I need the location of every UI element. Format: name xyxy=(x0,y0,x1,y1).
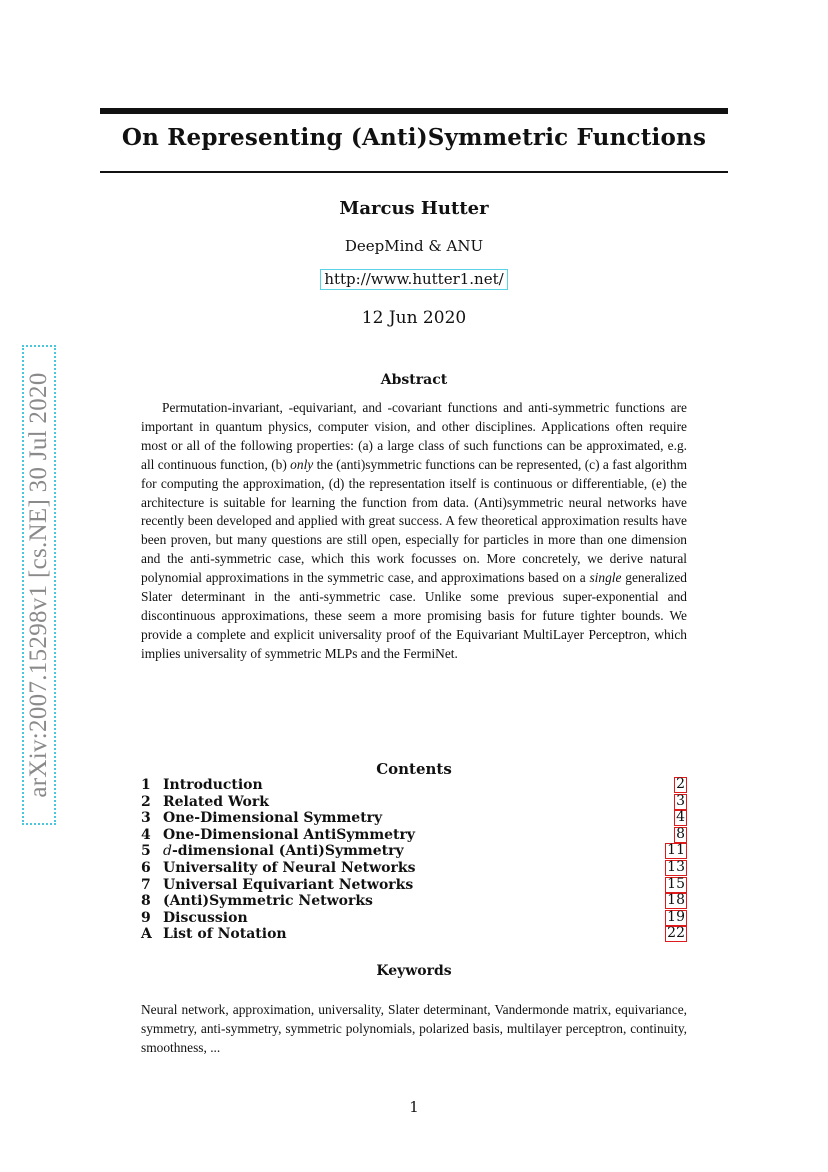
toc-section-title: Discussion xyxy=(163,909,248,926)
toc-section-number: 7 xyxy=(141,876,151,893)
toc-page-link[interactable]: 4 xyxy=(676,809,685,826)
paper-title: On Representing (Anti)Symmetric Functions xyxy=(121,124,707,151)
toc-page-link[interactable]: 2 xyxy=(676,776,685,792)
toc-section-number: 5 xyxy=(141,843,151,860)
toc-entry[interactable] xyxy=(141,877,687,894)
toc-entry[interactable] xyxy=(141,810,687,827)
toc-section-title: (Anti)Symmetric Networks xyxy=(163,893,373,910)
toc-section-title: Introduction xyxy=(163,777,263,793)
toc-page-link[interactable]: 13 xyxy=(667,858,685,875)
toc-section-title: One-Dimensional Symmetry xyxy=(163,810,383,827)
toc-section-title: One-Dimensional AntiSymmetry xyxy=(163,826,416,843)
title-bottom-rule xyxy=(100,171,728,173)
toc-section-number: 1 xyxy=(141,777,151,793)
toc-section-number: 9 xyxy=(141,909,151,926)
toc-section-number: 2 xyxy=(141,793,151,810)
toc-section-number: 8 xyxy=(141,893,151,910)
toc-section-number: 4 xyxy=(141,826,151,843)
toc-page-link[interactable]: 3 xyxy=(676,792,685,809)
toc-page-link[interactable]: 22 xyxy=(667,925,685,942)
title-top-rule xyxy=(100,108,728,114)
toc-page-link[interactable]: 11 xyxy=(667,842,685,859)
toc-section-number: 6 xyxy=(141,859,151,876)
table-of-contents xyxy=(141,777,687,943)
toc-section-title: Related Work xyxy=(163,793,269,810)
arxiv-stamp-text: arXiv:2007.15298v1 [cs.NE] 30 Jul 2020 xyxy=(25,372,52,798)
toc-section-title: Universal Equivariant Networks xyxy=(163,876,414,893)
toc-entry[interactable] xyxy=(141,777,687,794)
toc-entry[interactable] xyxy=(141,926,687,943)
toc-page-link[interactable]: 18 xyxy=(667,892,685,909)
author-url-link[interactable]: http://www.hutter1.net/ xyxy=(320,269,507,290)
keywords-text: Neural network, approximation, universality, Slater determinant, Vandermonde matrix, equivariance, symmetry, anti-symmetry, symmetric polynomials, polarized basis, multilayer perceptron, continuity, smoothness, ... xyxy=(141,1002,687,1055)
author-name: Marcus Hutter xyxy=(339,198,489,219)
affiliation: DeepMind & ANU xyxy=(344,237,484,255)
toc-page-link[interactable]: 8 xyxy=(676,825,685,842)
toc-entry[interactable] xyxy=(141,794,687,811)
toc-page-link[interactable]: 15 xyxy=(667,875,685,892)
abstract-text: Permutation-invariant, -equivariant, and -covariant functions and anti-symmetric functions are important in quantum physics, computer vision, and other disciplines. Applications often require most or all of the following properties: (a) a large class of such functions can be approximated, e.g. all continuous function, (b) only the (anti)symmetric functions can be represented, (c) a fast algorithm for computing the approximation, (d) the representation itself is continuous or differentiable, (e) the architecture is suitable for learning the function from data. (Anti)symmetric neural networks have recently been developed and applied with great success. A few theoretical approximation results have been proven, but many questions are still open, especially for particles in more than one dimension and the anti-symmetric case, which this work focusses on. More concretely, we derive natural polynomial approximations in the symmetric case, and approximations based on a single generalized Slater determinant in the anti-symmetric case. Unlike some previous super-exponential and discontinuous approximations, these seem a more promising basis for future tighter bounds. We provide a complete and explicit universality proof of the Equivariant MultiLayer Perceptron, which implies universality of symmetric MLPs and the FermiNet. xyxy=(141,400,687,661)
contents-heading: Contents xyxy=(376,760,452,778)
toc-entry[interactable] xyxy=(141,910,687,927)
keywords-heading: Keywords xyxy=(376,963,452,979)
page-number: 1 xyxy=(409,1098,419,1116)
toc-section-title: List of Notation xyxy=(163,926,287,943)
toc-section-number: A xyxy=(141,926,152,943)
toc-section-title: Universality of Neural Networks xyxy=(163,859,416,876)
toc-section-number: 3 xyxy=(141,810,151,827)
toc-entry[interactable] xyxy=(141,893,687,910)
paper-date: 12 Jun 2020 xyxy=(361,308,467,328)
toc-section-title: d-dimensional (Anti)Symmetry xyxy=(163,843,404,860)
abstract-heading: Abstract xyxy=(380,372,448,388)
toc-entry[interactable] xyxy=(141,843,687,860)
toc-entry[interactable] xyxy=(141,827,687,844)
arxiv-stamp-link[interactable] xyxy=(22,345,56,825)
toc-entry[interactable] xyxy=(141,860,687,877)
toc-page-link[interactable]: 19 xyxy=(667,908,685,925)
